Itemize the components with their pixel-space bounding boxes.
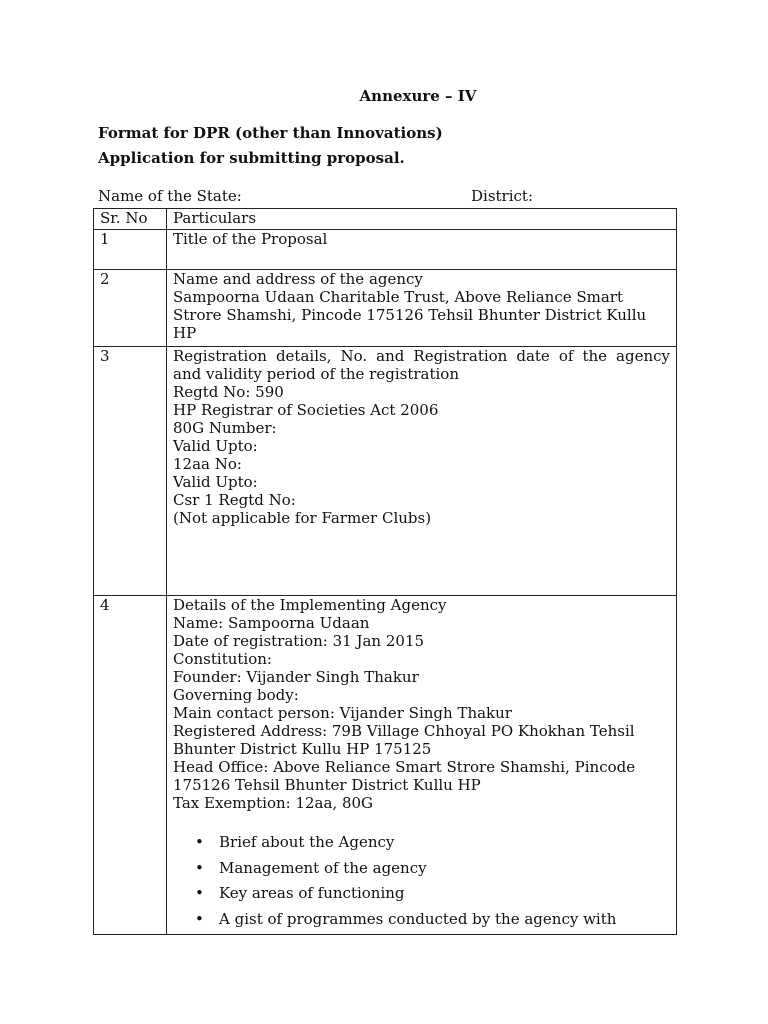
registration-details-label-cont: and validity period of the registration [173, 365, 459, 383]
registered-address: Registered Address: 79B Village Chhoyal PO Khokhan Tehsil [173, 722, 635, 740]
valid-upto: Valid Upto: [173, 473, 258, 491]
csr-regtd-number: Csr 1 Regtd No: [173, 491, 296, 509]
proposal-title-label: Title of the Proposal [173, 230, 328, 248]
agency-bullet-list [173, 830, 670, 933]
date-of-registration: Date of registration: 31 Jan 2015 [173, 632, 425, 650]
g80-number: 80G Number: [173, 419, 277, 437]
head-office-cont: 175126 Tehsil Bhunter District Kullu HP [173, 776, 481, 794]
proposal-table [93, 208, 677, 935]
bullet-icon: • [195, 833, 204, 851]
row-number: 2 [94, 270, 167, 347]
table-row [94, 230, 677, 270]
row-particulars [167, 270, 677, 347]
list-item [173, 881, 670, 907]
head-office: Head Office: Above Reliance Smart Strore Shamshi, Pincode [173, 758, 636, 776]
list-item [173, 830, 670, 856]
constitution: Constitution: [173, 650, 272, 668]
row-number: 1 [94, 230, 167, 270]
table-row [94, 347, 677, 596]
row-particulars [167, 347, 677, 596]
list-item [173, 907, 670, 933]
registration-act: HP Registrar of Societies Act 2006 [173, 401, 439, 419]
list-item-text: A gist of programmes conducted by the agency with [219, 910, 617, 929]
state-label: Name of the State: [98, 187, 242, 205]
agency-address-line: Strore Shamshi, Pincode 175126 Tehsil Bhunter District Kullu [173, 306, 647, 324]
registration-details-label: Registration details, No. and Registration date of the agency [173, 347, 670, 365]
main-contact-person: Main contact person: Vijander Singh Thakur [173, 704, 512, 722]
table-row [94, 270, 677, 347]
row-number: 4 [94, 596, 167, 935]
header-sr-no: Sr. No [94, 209, 167, 230]
list-item-text: Brief about the Agency [219, 833, 395, 851]
list-item-text: Key areas of functioning [219, 884, 405, 903]
valid-upto: Valid Upto: [173, 437, 258, 455]
row-number: 3 [94, 347, 167, 596]
annexure-title: Annexure – IV [359, 87, 477, 105]
registered-address-cont: Bhunter District Kullu HP 175125 [173, 740, 432, 758]
application-heading: Application for submitting proposal. [98, 149, 405, 167]
founder: Founder: Vijander Singh Thakur [173, 668, 419, 686]
table-header-row [94, 209, 677, 230]
agency-name: Name: Sampoorna Udaan [173, 614, 370, 632]
agency-address-line: Sampoorna Udaan Charitable Trust, Above Reliance Smart [173, 288, 624, 306]
district-label: District: [471, 187, 533, 205]
farmer-clubs-note: (Not applicable for Farmer Clubs) [173, 509, 432, 527]
bullet-icon: • [195, 884, 204, 903]
state-district-line [98, 187, 678, 205]
governing-body: Governing body: [173, 686, 299, 704]
bullet-icon: • [195, 858, 204, 877]
list-item [173, 856, 670, 882]
agency-address-line: HP [173, 324, 197, 342]
agency-address-label: Name and address of the agency [173, 270, 423, 288]
regtd-number: Regtd No: 590 [173, 383, 284, 401]
bullet-icon: • [195, 910, 204, 929]
aa12-number: 12aa No: [173, 455, 242, 473]
tax-exemption: Tax Exemption: 12aa, 80G [173, 794, 374, 812]
header-particulars: Particulars [167, 209, 677, 230]
list-item-text: Management of the agency [219, 858, 427, 877]
format-heading: Format for DPR (other than Innovations) [98, 124, 443, 142]
row-particulars [167, 230, 677, 270]
table-row [94, 596, 677, 935]
implementing-agency-label: Details of the Implementing Agency [173, 596, 447, 614]
row-particulars [167, 596, 677, 935]
